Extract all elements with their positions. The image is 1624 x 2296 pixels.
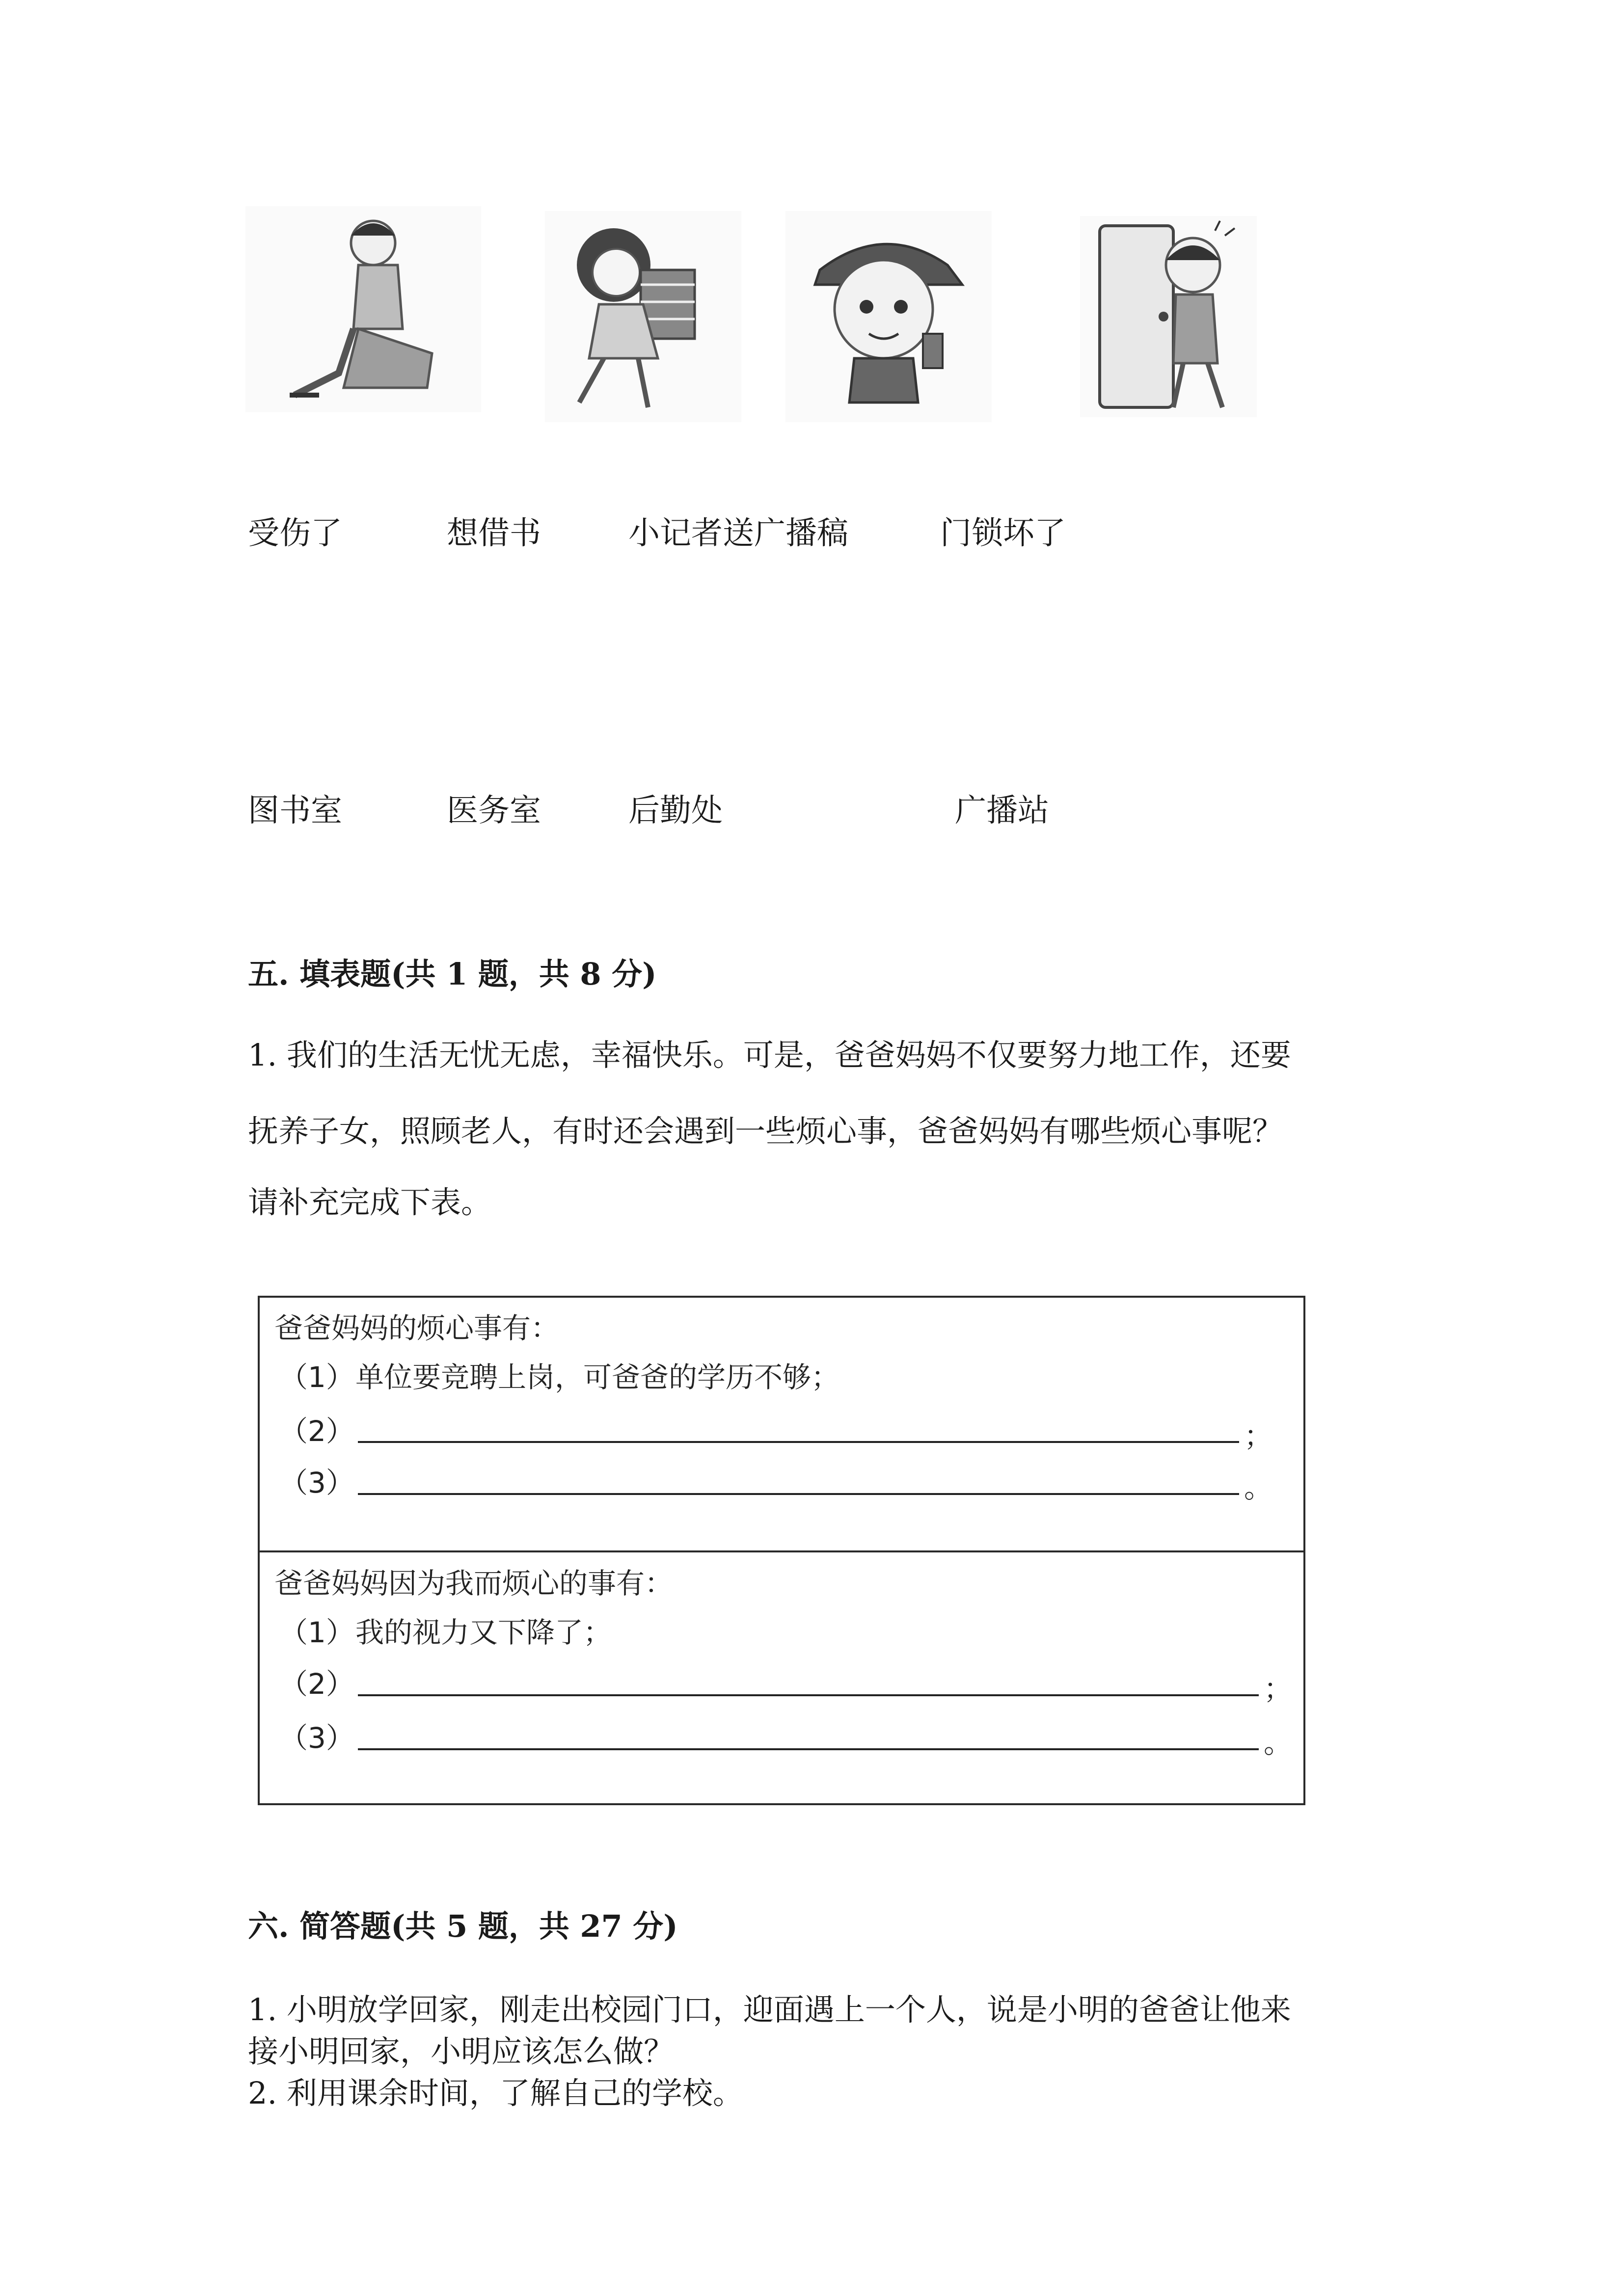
table-divider [260,1550,1303,1552]
table-part1-item1-text: 单位要竞聘上岗，可爸爸的学历不够； [355,1361,840,1394]
section6-heading: 六. 简答题(共 5 题，共 27 分) [248,1908,678,1944]
table-part1-item1-num: （1） [279,1361,354,1394]
table-part2-item1-num: （1） [279,1616,354,1649]
situation-label-borrow-book: 想借书 [447,515,541,552]
place-label-clinic: 医务室 [447,793,541,829]
section5-question-line: 1. 我们的生活无忧无虑，幸福快乐。可是，爸爸妈妈不仅要努力地工作，还要 [248,1037,1291,1073]
table-part1-title: 爸爸妈妈的烦心事有： [274,1311,560,1345]
section6-question-1-line2: 接小明回家，小明应该怎么做？ [248,2033,675,2069]
table-part1-item3-blank[interactable] [358,1493,1239,1495]
section6-question-2: 2. 利用课余时间，了解自己的学校。 [248,2075,743,2111]
worries-table [258,1296,1305,1805]
table-part1-item3-num: （3） [279,1466,354,1499]
table-part1-item3-end: 。 [1244,1471,1273,1504]
situation-label-reporter: 小记者送广播稿 [628,515,848,552]
table-part2-item3-blank[interactable] [358,1748,1259,1750]
table-part2-item2-end: ； [1264,1672,1293,1706]
boy-reporter-with-cap-icon [785,211,992,422]
table-part2-item2-blank[interactable] [358,1694,1259,1696]
section5-heading: 五. 填表题(共 1 题，共 8 分) [248,956,657,992]
injured-boy-sitting-icon [245,206,481,412]
table-part1-item2-num: （2） [279,1415,354,1448]
place-label-broadcast: 广播站 [955,793,1049,829]
place-label-library: 图书室 [248,793,342,829]
table-part2-item3-end: 。 [1264,1726,1293,1760]
table-part2-item3-num: （3） [279,1721,354,1755]
boy-at-broken-door-icon [1080,216,1257,417]
situation-label-injured: 受伤了 [248,515,342,552]
table-part1-item2-blank[interactable] [358,1441,1239,1443]
girl-carrying-books-icon [545,211,741,422]
situation-label-broken-lock: 门锁坏了 [940,515,1066,552]
section5-question-line: 抚养子女，照顾老人，有时还会遇到一些烦心事，爸爸妈妈有哪些烦心事呢？ [248,1113,1283,1149]
section5-question-line: 请补充完成下表。 [248,1184,492,1220]
table-part2-title: 爸爸妈妈因为我而烦心的事有： [274,1567,674,1600]
table-part2-item1-text: 我的视力又下降了； [355,1616,612,1649]
table-part1-item2-end: ； [1244,1419,1273,1453]
section6-question-1-line1: 1. 小明放学回家，刚走出校园门口，迎面遇上一个人，说是小明的爸爸让他来 [248,1992,1291,2028]
place-label-logistics: 后勤处 [628,793,723,829]
table-part2-item2-num: （2） [279,1667,354,1701]
